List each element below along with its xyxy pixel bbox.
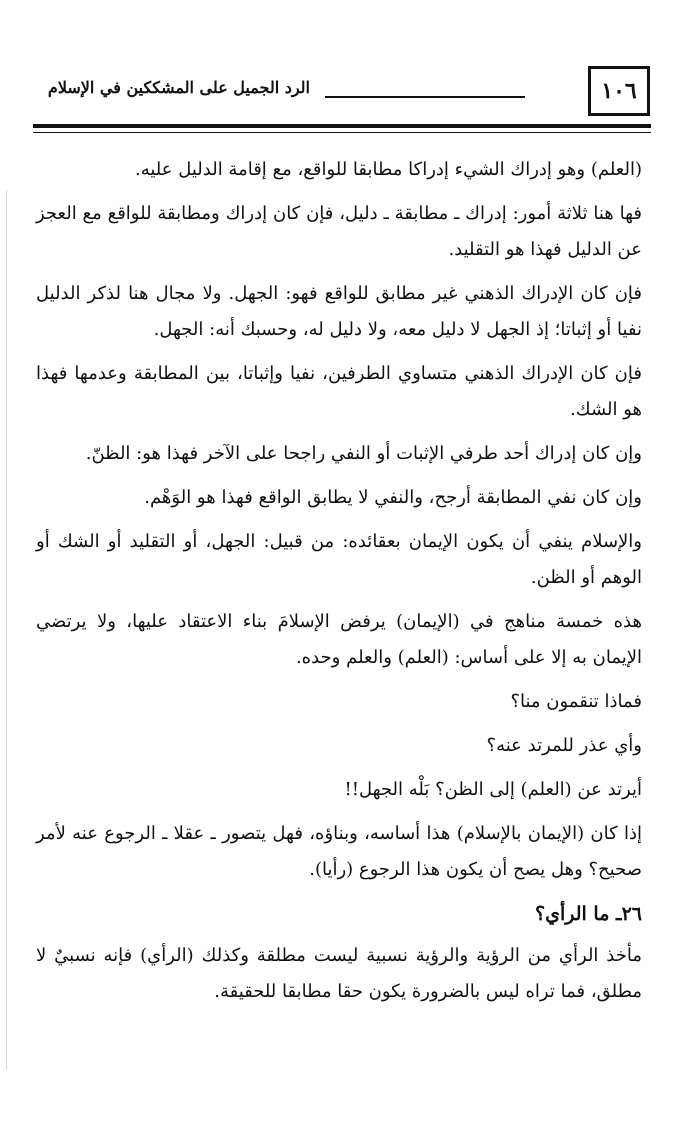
header-rule-thin — [33, 132, 651, 133]
paragraph: وإن كان إدراك أحد طرفي الإثبات أو النفي راجحا على الآخر فهذا هو: الظنّ. — [85, 443, 642, 464]
paragraph: فماذا تنقمون منا؟ — [510, 691, 642, 712]
page-number-box — [588, 66, 650, 116]
running-title: الرد الجميل على المشككين في الإسلام — [47, 78, 310, 97]
title-rule — [325, 96, 525, 98]
page-body — [36, 152, 642, 1018]
page-number: ١٠٦ — [601, 78, 637, 104]
paragraph: وإن كان نفي المطابقة أرجح، والنفي لا يطابق الواقع فهذا هو الوَهْم. — [144, 487, 642, 508]
paragraph: أيرتد عن (العلم) إلى الظن؟ بَلْه الجهل!! — [344, 779, 642, 800]
paragraph: فإن كان الإدراك الذهني متساوي الطرفين، نفيا وإثباتا، بين المطابقة وعدمها فهذا هو الشك. — [36, 363, 642, 420]
section-heading: ٢٦ـ ما الرأي؟ — [535, 903, 642, 925]
paragraph: إذا كان (الإيمان بالإسلام) هذا أساسه، وبناؤه، فهل يتصور ـ عقلا ـ الرجوع عنه لأمر صحيح؟ وهل يصح أن يكون هذا الرجوع (رأيا). — [36, 823, 642, 880]
paragraph: (العلم) وهو إدراك الشيء إدراكا مطابقا للواقع، مع إقامة الدليل عليه. — [135, 159, 642, 180]
scan-edge-line — [6, 190, 7, 1070]
paragraph: فإن كان الإدراك الذهني غير مطابق للواقع فهو: الجهل. ولا مجال هنا لذكر الدليل نفيا أو إثباتا؛ إذ الجهل لا دليل معه، ولا دليل له، وحسبك أنه: الجهل. — [36, 283, 643, 340]
paragraph: والإسلام ينفي أن يكون الإيمان بعقائده: من قبيل: الجهل، أو التقليد أو الشك أو الوهم أو الظن. — [36, 531, 642, 588]
paragraph: فها هنا ثلاثة أمور: إدراك ـ مطابقة ـ دليل، فإن كان إدراك ومطابقة للواقع مع العجز عن الدليل فهذا هو التقليد. — [36, 203, 642, 260]
page-header — [20, 66, 650, 122]
paragraph: وأي عذر للمرتد عنه؟ — [486, 735, 642, 756]
paragraph: مأخذ الرأي من الرؤية والرؤية نسبية ليست مطلقة وكذلك (الرأي) فإنه نسبيٌ لا مطلق، فما تراه ليس بالضرورة يكون حقا مطابقا للحقيقة. — [36, 945, 642, 1002]
header-rule-thick — [33, 124, 651, 128]
paragraph: هذه خمسة مناهج في (الإيمان) يرفض الإسلامَ بناء الاعتقاد عليها، ولا يرتضي الإيمان به إلا على أساس: (العلم) والعلم وحده. — [36, 611, 642, 668]
